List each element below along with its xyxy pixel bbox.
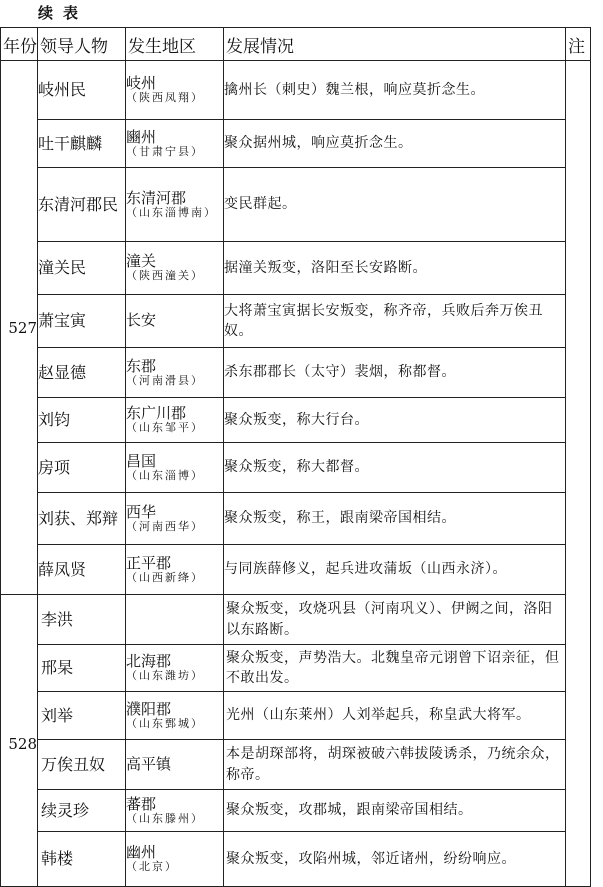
year-cell: 528 [1,595,38,887]
development-cell: 聚众叛变，称大行台。 [224,398,566,443]
development-cell: 大将萧宝寅据长安叛变，称齐帝，兵败后奔万俟丑奴。 [224,295,566,348]
development-cell: 变民群起。 [224,168,566,242]
region-sub: （北京） [126,860,178,874]
region-cell [126,545,224,595]
development-cell: 杀东郡郡长（太守）裴烟，称都督。 [224,348,566,398]
region-cell [126,595,224,645]
table-row [1,493,591,545]
header-region: 发生地区 [126,28,224,61]
header-note: 注 [566,28,591,61]
region-sub: （山东滕州） [126,811,204,825]
region-sub: （河南西华） [126,519,204,533]
table-row [1,595,591,645]
table-row [1,645,591,692]
region-cell [126,168,224,242]
development-cell: 聚众叛变，攻陷州城，邻近诸州，纷纷响应。 [224,832,566,887]
development-cell: 聚众叛变，称大都督。 [224,443,566,493]
leader-cell: 刘钧 [38,398,126,443]
leader-cell: 薛凤贤 [38,545,126,595]
region-cell [126,120,224,168]
leader-cell: 赵显德 [38,348,126,398]
region-name: 幽州 [126,843,157,862]
region-sub: （山东鄄城） [126,716,204,730]
region-sub: （山东淄博南） [126,205,217,219]
region-cell [126,295,224,348]
note-cell [566,61,591,887]
development-cell: 光州（山东莱州）人刘举起兵，称皇武大将军。 [224,692,566,740]
development-cell: 与同族薛修义，起兵进攻蒲坂（山西永济）。 [224,545,566,595]
region-name: 高平镇 [126,754,172,773]
leader-cell: 刘举 [38,692,126,740]
leader-cell: 万俟丑奴 [38,740,126,790]
region-cell [126,242,224,295]
year-cell: 527 [1,61,38,595]
region-sub: （山西新绛） [126,570,204,584]
leader-cell: 萧宝寅 [38,295,126,348]
leader-cell: 潼关民 [38,242,126,295]
region-name: 潼关 [126,252,157,271]
leader-cell: 刘获、郑辩 [38,493,126,545]
region-cell [126,645,224,692]
region-name: 濮阳郡 [126,699,172,718]
region-sub: （河南滑县） [126,373,204,387]
table-continued-title: 续表 [38,4,89,22]
region-name: 长安 [126,311,157,330]
region-name: 西华 [126,502,157,521]
region-cell [126,443,224,493]
header-development: 发展情况 [224,28,566,61]
development-cell: 聚众叛变，攻烧巩县（河南巩义）、伊阙之间，洛阳以东路断。 [224,595,566,645]
region-sub: （山东潍坊） [126,669,204,683]
table-row [1,790,591,832]
region-cell [126,348,224,398]
development-cell: 聚众叛变，称王，跟南梁帝国相结。 [224,493,566,545]
region-name: 东广川郡 [126,404,187,423]
leader-cell: 吐干麒麟 [38,120,126,168]
region-name: 东郡 [126,356,157,375]
region-cell [126,740,224,790]
development-cell: 聚众叛变，声势浩大。北魏皇帝元诩曾下诏亲征，但不敢出发。 [224,645,566,692]
table-row [1,295,591,348]
region-sub: （山东邹平） [126,421,204,435]
region-name: 东清河郡 [126,188,187,207]
leader-cell: 东清河郡民 [38,168,126,242]
rebellion-table [0,27,591,887]
table-row [1,443,591,493]
region-sub: （陕西凤翔） [126,91,204,105]
region-cell [126,61,224,120]
leader-cell: 岐州民 [38,61,126,120]
table-row [1,168,591,242]
region-cell [126,832,224,887]
region-name: 北海郡 [126,652,172,671]
development-cell: 聚众叛变，攻郡城，跟南梁帝国相结。 [224,790,566,832]
header-leader: 领导人物 [38,28,126,61]
leader-cell: 李洪 [38,595,126,645]
header-row [1,28,591,61]
development-cell: 据潼关叛变，洛阳至长安路断。 [224,242,566,295]
development-cell: 本是胡琛部将，胡琛被破六韩拔陵诱杀，乃统余众，称帝。 [224,740,566,790]
table-row [1,692,591,740]
table-row [1,120,591,168]
region-name: 蕃郡 [126,794,157,813]
leader-cell: 续灵珍 [38,790,126,832]
table-row [1,545,591,595]
region-sub: （陕西潼关） [126,269,204,283]
table-row [1,398,591,443]
region-name: 豳州 [126,127,157,146]
table-row [1,242,591,295]
region-cell [126,790,224,832]
region-name: 昌国 [126,451,157,470]
region-name: 岐州 [126,74,157,93]
leader-cell: 房项 [38,443,126,493]
development-cell: 聚众据州城，响应莫折念生。 [224,120,566,168]
leader-cell: 韩楼 [38,832,126,887]
region-sub: （甘肃宁县） [126,144,204,158]
table-row [1,348,591,398]
region-cell [126,692,224,740]
header-year: 年份 [1,28,38,61]
table-row [1,740,591,790]
region-cell [126,398,224,443]
region-cell [126,493,224,545]
table-row [1,832,591,887]
table-row [1,61,591,120]
development-cell: 擒州长（刺史）魏兰根，响应莫折念生。 [224,61,566,120]
region-sub: （山东淄博） [126,468,204,482]
region-name: 正平郡 [126,553,172,572]
leader-cell: 邢杲 [38,645,126,692]
